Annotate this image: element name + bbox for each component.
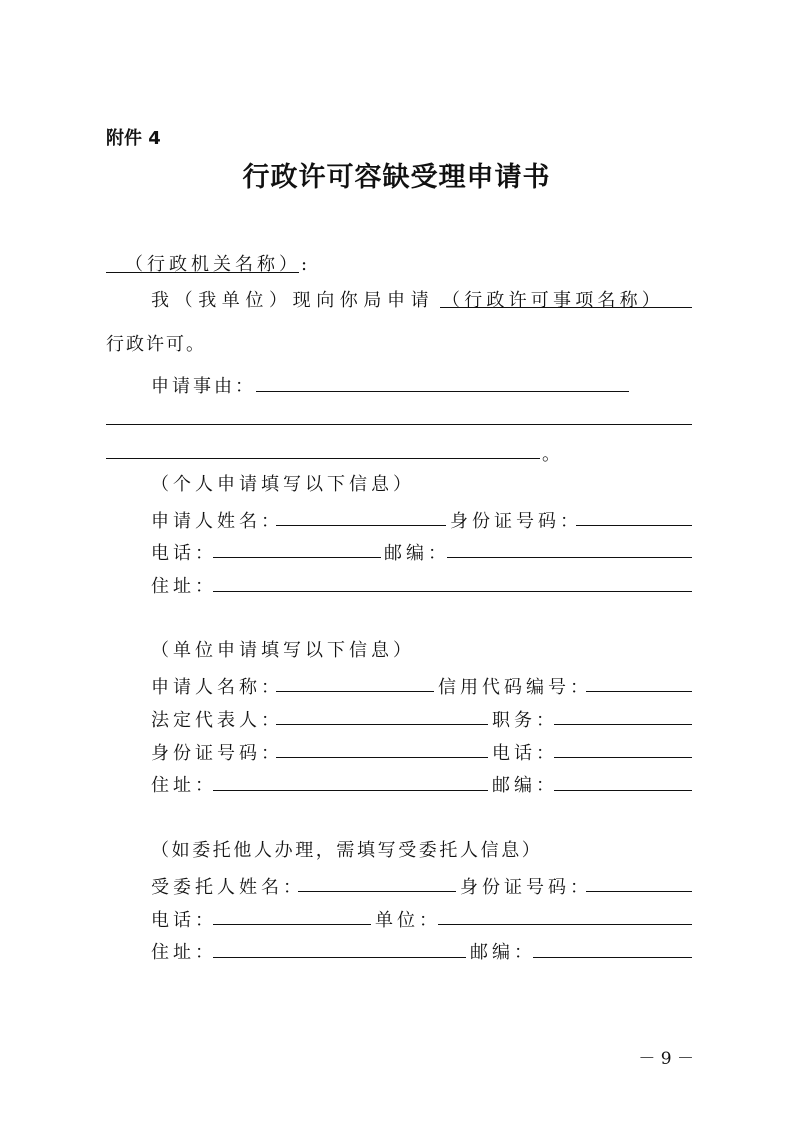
agent-phone-label: 电话：: [151, 910, 217, 931]
organization-phone-field[interactable]: [554, 757, 692, 758]
document-title: 行政许可容缺受理申请书: [242, 162, 551, 193]
agent-name-label: 受委托人姓名：: [151, 877, 305, 898]
organization-address-field[interactable]: [213, 790, 488, 791]
organization-address-label: 住址：: [151, 775, 217, 796]
individual-zip-field[interactable]: [447, 557, 692, 558]
authority-placeholder: （行政机关名称）:: [125, 254, 312, 275]
permit-item-field[interactable]: [440, 307, 692, 308]
agent-zip-field[interactable]: [533, 957, 692, 958]
organization-legal-rep-field[interactable]: [276, 724, 488, 725]
attachment-label: 附件 4: [106, 128, 161, 149]
individual-address-field[interactable]: [213, 591, 692, 592]
reason-field-line-1[interactable]: [256, 391, 629, 392]
page-number: － 9 －: [638, 1049, 694, 1069]
reason-end-mark: 。: [542, 444, 564, 465]
individual-section-header: （个人申请填写以下信息）: [151, 474, 415, 495]
organization-id-label: 身份证号码：: [151, 743, 283, 764]
organization-credit-code-field[interactable]: [586, 691, 692, 692]
individual-id-label: 身份证号码：: [450, 511, 582, 532]
agent-phone-field[interactable]: [213, 924, 371, 925]
organization-credit-code-label: 信用代码编号：: [438, 677, 592, 698]
agent-unit-label: 单位：: [375, 910, 441, 931]
organization-id-field[interactable]: [276, 757, 488, 758]
organization-name-field[interactable]: [276, 691, 434, 692]
reason-field-line-2[interactable]: [106, 424, 692, 425]
agent-id-label: 身份证号码：: [460, 877, 592, 898]
agent-id-field[interactable]: [586, 891, 692, 892]
organization-zip-label: 邮编：: [492, 775, 558, 796]
individual-name-field[interactable]: [276, 525, 446, 526]
individual-phone-label: 电话：: [151, 543, 217, 564]
agent-section-header: （如委托他人办理，需填写受委托人信息）: [151, 840, 543, 861]
request-suffix: 行政许可。: [106, 334, 206, 355]
agent-name-field[interactable]: [298, 891, 456, 892]
organization-phone-label: 电话：: [492, 743, 558, 764]
organization-position-label: 职务：: [492, 710, 558, 731]
agent-address-field[interactable]: [213, 957, 466, 958]
organization-zip-field[interactable]: [554, 790, 692, 791]
agent-unit-field[interactable]: [438, 924, 692, 925]
organization-legal-rep-label: 法定代表人：: [151, 710, 283, 731]
reason-label: 申请事由：: [151, 376, 256, 397]
individual-zip-label: 邮编：: [384, 543, 450, 564]
permit-item-placeholder: （行政许可事项名称）: [442, 290, 664, 311]
individual-name-label: 申请人姓名：: [151, 511, 283, 532]
individual-address-label: 住址：: [151, 576, 217, 597]
reason-field-line-3[interactable]: [106, 458, 540, 459]
authority-underline: [106, 272, 299, 273]
organization-section-header: （单位申请填写以下信息）: [151, 640, 415, 661]
agent-zip-label: 邮编：: [470, 942, 536, 963]
individual-id-field[interactable]: [576, 525, 692, 526]
individual-phone-field[interactable]: [213, 557, 381, 558]
agent-address-label: 住址：: [151, 942, 217, 963]
organization-position-field[interactable]: [554, 724, 692, 725]
request-prefix: 我（我单位）现向你局申请: [151, 290, 435, 311]
organization-name-label: 申请人名称：: [151, 677, 283, 698]
